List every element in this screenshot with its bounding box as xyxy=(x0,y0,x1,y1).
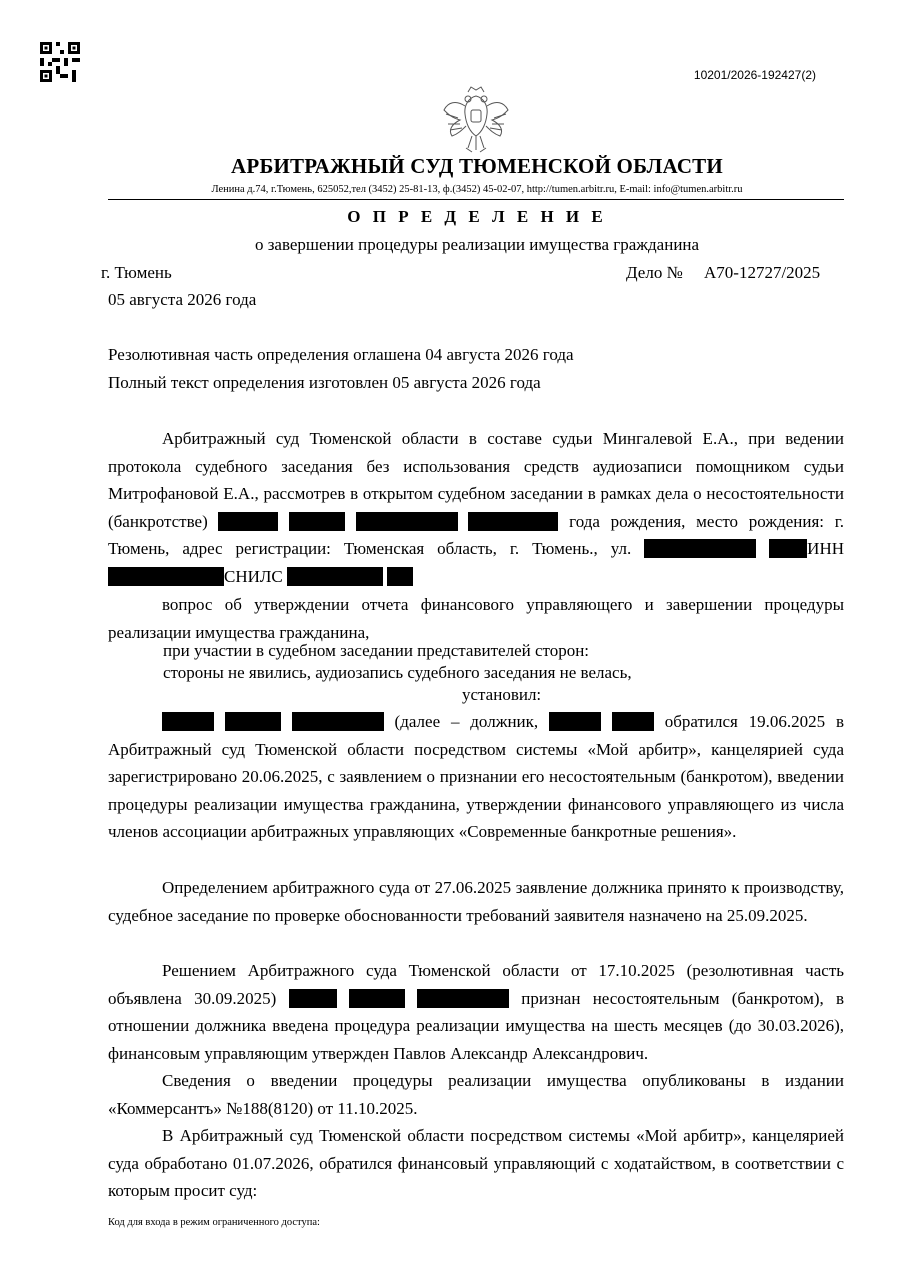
document-date: 05 августа 2026 года xyxy=(108,290,257,309)
application-text-b: обратился 19.06.2025 в Арбитражный суд Тюменской области посредством системы «Мой арбитр», канцелярией суда зарегистрировано 20.06.2025, с заявлением о признании его несостоятельным (банкротом), введении процедуры реализации имущества гражданина, утверждении финансового управляющего из числа членов ассоциации арбитражных управляющих «Современные банкротные решения». xyxy=(108,712,845,841)
document-subtitle: о завершении процедуры реализации имущества гражданина xyxy=(254,235,700,254)
intro-text-b: года рождения, место рождения: г. Тюмень, адрес регистрации: Тюменская область, г. Тюмень., ул. xyxy=(108,511,844,558)
redaction xyxy=(289,512,345,531)
paragraph-decision xyxy=(108,957,844,1067)
document-type: О П Р Е Д Е Л Е Н И Е xyxy=(347,207,607,226)
paragraph-intro xyxy=(108,425,844,590)
redaction xyxy=(468,512,558,531)
redaction xyxy=(417,989,509,1008)
court-address: Ленина д.74, г.Тюмень, 625052,тел (3452) 25-81-13, ф.(3452) 45-02-07, http://tumen.arbitr.ru, E-mail: info@tumen.arbitr.ru xyxy=(211,184,743,195)
paragraph-publication xyxy=(108,1067,844,1122)
redaction xyxy=(349,989,405,1008)
paragraph-petition xyxy=(108,1122,844,1205)
redaction xyxy=(287,567,383,586)
redaction xyxy=(769,539,807,558)
case-label: Дело № xyxy=(626,263,683,282)
redaction xyxy=(356,512,458,531)
header-divider xyxy=(108,199,844,200)
redaction xyxy=(612,712,654,731)
coat-of-arms-emblem xyxy=(438,84,514,156)
application-text-a: (далее – должник, xyxy=(394,712,539,731)
redaction xyxy=(292,712,384,731)
inn-label: ИНН xyxy=(807,539,845,558)
redaction xyxy=(289,989,337,1008)
established-heading: установил: xyxy=(462,685,542,704)
snils-label: СНИЛС xyxy=(224,566,283,586)
redaction xyxy=(549,712,601,731)
document-number: 10201/2026-192427(2) xyxy=(693,68,816,82)
publication-text: Сведения о введении процедуры реализации имущества опубликованы в издании «Коммерсантъ» №188(8120) от 11.10.2025. xyxy=(108,1071,844,1118)
redaction xyxy=(218,512,278,531)
redaction xyxy=(387,567,413,586)
intro-text-a: Арбитражный суд Тюменской области в составе судьи Мингалевой Е.А., при ведении протокола судебного заседания без использования средств аудиозаписи помощником судьи Митрофановой Е.А., рассмотрев в открытом судебном заседании в рамках дела о несостоятельности (банкротстве) xyxy=(108,429,844,531)
paragraph-question xyxy=(108,591,844,646)
court-title: АРБИТРАЖНЫЙ СУД ТЮМЕНСКОЙ ОБЛАСТИ xyxy=(231,154,723,178)
decision-text-b: признан несостоятельным (банкротом), в отношении должника введена процедура реализации имущества на шесть месяцев (до 30.03.2026), финансовым управляющим утвержден Павлов Александр Александрович. xyxy=(108,988,845,1063)
petition-text: В Арбитражный суд Тюменской области посредством системы «Мой арбитр», канцелярией суда обработано 01.07.2026, обратился финансовый управляющий с ходатайством, в соответствии с которым просит суд: xyxy=(108,1126,844,1200)
participants-line: при участии в судебном заседании представителей сторон: xyxy=(163,641,590,660)
case-number: А70-12727/2025 xyxy=(704,263,821,282)
announced-line: Резолютивная часть определения оглашена 04 августа 2026 года xyxy=(108,345,574,364)
qr-code xyxy=(40,42,80,82)
paragraph-ruling-accepted xyxy=(108,874,844,929)
redaction xyxy=(162,712,214,731)
paragraph-application xyxy=(108,708,844,846)
question-text: вопрос об утверждении отчета финансового управляющего и завершении процедуры реализации имущества гражданина, xyxy=(108,595,844,642)
full-text-line: Полный текст определения изготовлен 05 августа 2026 года xyxy=(108,373,541,392)
redaction xyxy=(644,539,756,558)
city: г. Тюмень xyxy=(101,263,172,282)
access-code-label: Код для входа в режим ограниченного доступа: xyxy=(108,1217,320,1228)
absent-line: стороны не явились, аудиозапись судебного заседания не велась, xyxy=(163,663,632,682)
redaction xyxy=(225,712,281,731)
redaction xyxy=(108,567,224,586)
decision-text-a: Решением Арбитражного суда Тюменской области от 17.10.2025 (резолютивная часть объявлена 30.09.2025) xyxy=(108,961,844,1008)
ruling-accepted-text: Определением арбитражного суда от 27.06.2025 заявление должника принято к производству, судебное заседание по проверке обоснованности требований заявителя назначено на 25.09.2025. xyxy=(108,878,844,925)
